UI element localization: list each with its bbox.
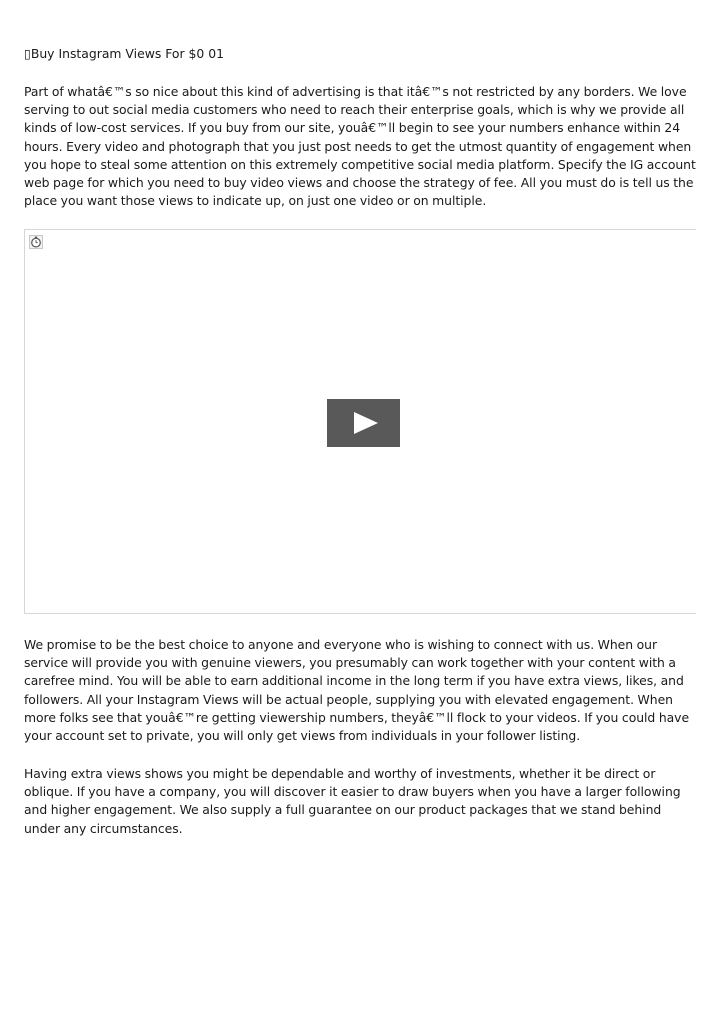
page-title [24, 45, 224, 63]
clock-icon [29, 235, 43, 249]
play-button[interactable] [327, 399, 400, 447]
paragraph-1: Part of whatâ€™s so nice about this kind of advertising is that itâ€™s not restricted by any borders. We love serving to out social media customers who need to reach their enterprise goals, which is why we provide all kinds of low-cost services. If you buy from our site, youâ€™ll begin to see your numbers enhance within 24 hours. Every video and photograph that you just post needs to get the utmost quantity of engagement when you hope to steal some attention on this extremely competitive social media platform. Specify the IG account web page for which you need to buy video views and choose the strategy of fee. All you must do is tell us the place you want those views to indicate up, on just one video or on multiple. [24, 84, 696, 209]
play-icon [354, 412, 378, 434]
page-title-text: Buy Instagram Views For $0 01 [30, 46, 224, 61]
video-embed[interactable] [24, 229, 696, 614]
missing-glyph: ▯ [24, 46, 31, 61]
paragraph-3: Having extra views shows you might be dependable and worthy of investments, whether it be direct or oblique. If you have a company, you will discover it easier to draw buyers when you have a larger following and higher engagement. We also supply a full guarantee on our product packages that we stand behind under any circumstances. [24, 766, 681, 836]
paragraph-2: We promise to be the best choice to anyone and everyone who is wishing to connect with us. When our service will provide you with genuine viewers, you presumably can work together with your content with a carefree mind. You will be able to earn additional income in the long term if you have extra views, likes, and followers. All your Instagram Views will be actual people, supplying you with elevated engagement. When more folks see that youâ€™re getting viewership numbers, theyâ€™ll flock to your videos. If you could have your account set to private, you will only get views from individuals in your follower listing. [24, 637, 690, 744]
